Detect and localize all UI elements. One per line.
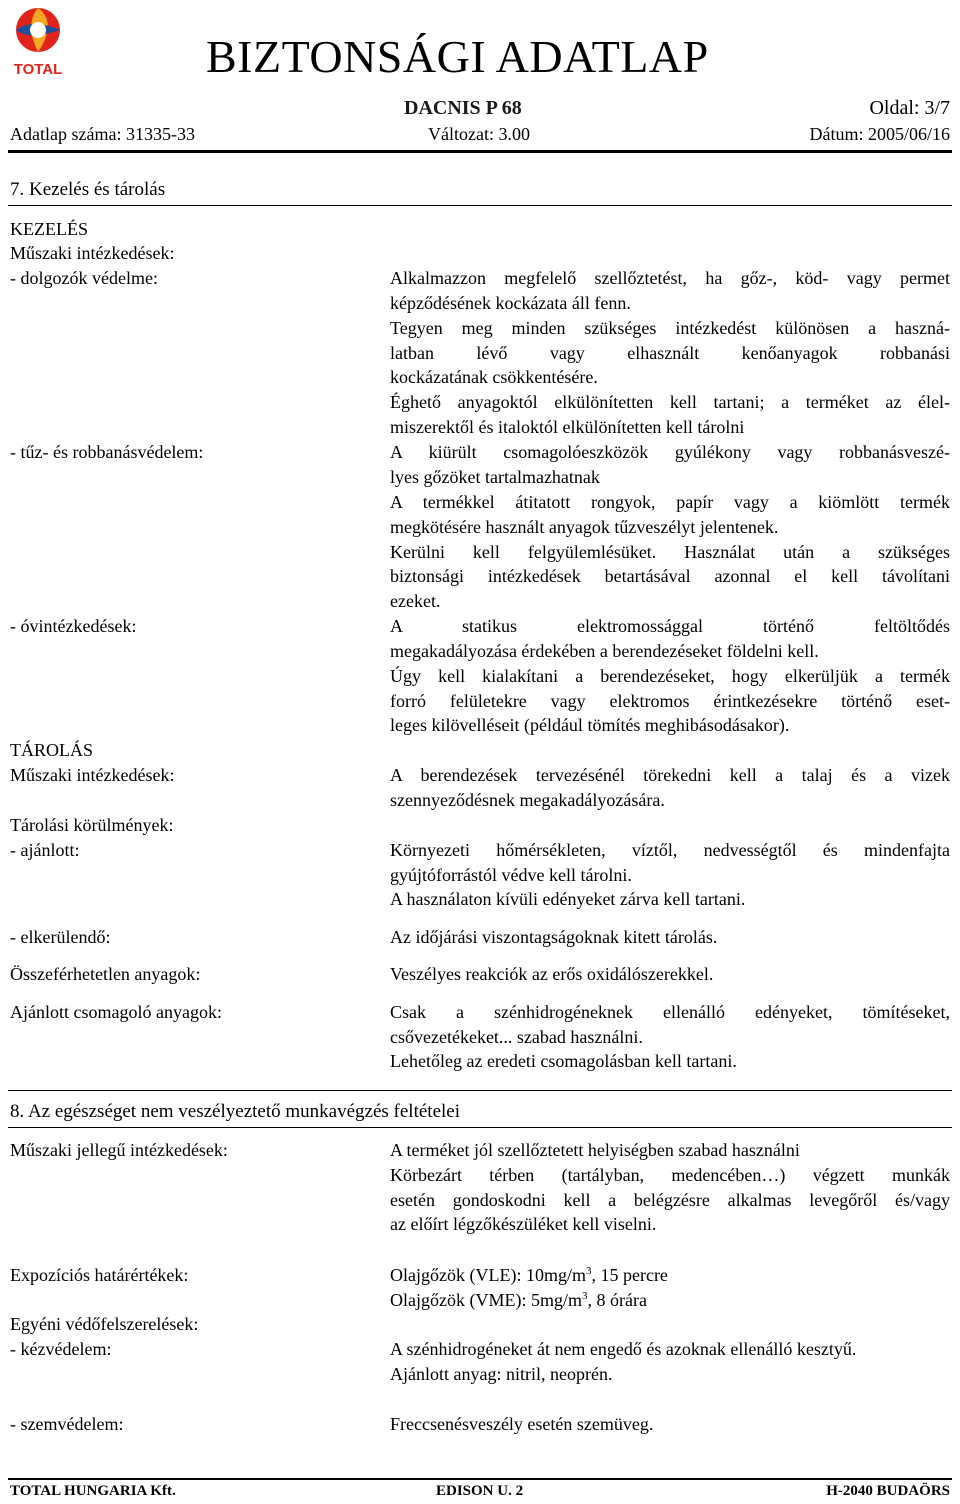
section-7-title: 7. Kezelés és tárolás <box>10 179 166 200</box>
fire-protection-label: - tűz- és robbanásvédelem: <box>10 442 204 462</box>
text-line: Alkalmazzon megfelelő szellőztetést, ha gőz-, köd- vagy permet <box>390 268 950 288</box>
section-7-rule <box>8 205 952 206</box>
avoid-text: Az időjárási viszontagságoknak kitett tárolás. <box>390 927 718 947</box>
eye-protection-label: - szemvédelem: <box>10 1414 124 1434</box>
text-line: Csak a szénhidrogéneknek ellenálló edényeket, tömítéseket, <box>390 1002 950 1022</box>
sheet-number: Adatlap száma: 31335-33 <box>10 124 195 144</box>
section-8-rule <box>8 1127 952 1128</box>
text-line: A termékkel átitatott rongyok, papír vagy a kiömlött termék <box>390 492 950 512</box>
text-line: szennyeződésnek megakadályozására. <box>390 790 665 810</box>
worker-protection-label: - dolgozók védelme: <box>10 268 158 288</box>
text-line: ezeket. <box>390 591 441 611</box>
text-line: Körbezárt térben (tartályban, medencében…) végzett munkák <box>390 1165 950 1185</box>
eye-protection-text: Freccsenésveszély esetén szemüveg. <box>390 1414 654 1434</box>
footer-city: H-2040 BUDAÖRS <box>826 1483 950 1499</box>
storage-technical-label: Műszaki intézkedések: <box>10 765 175 785</box>
text-line: képződésének kockázata áll fenn. <box>390 293 631 313</box>
text-line: Éghető anyagoktól elkülönítetten kell tartani; a terméket az élel- <box>390 392 950 412</box>
text-line: A használaton kívüli edényeket zárva kell tartani. <box>390 889 746 909</box>
ppe-label: Egyéni védőfelszerelések: <box>10 1314 199 1334</box>
incompatible-text: Veszélyes reakciók az erős oxidálószerekkel. <box>390 964 714 984</box>
text-line: biztonsági intézkedések betartásával azonnal el kell távolítani <box>390 566 950 586</box>
text-line: A statikus elektromossággal történő feltöltődés <box>390 616 950 636</box>
text-line: esetén gondoskodni kell a belégzésre alkalmas levegőről és/vagy <box>390 1190 950 1210</box>
exposure-vme: Olajgőzök (VME): $5mg/m^3$, 8 órára <box>390 1290 647 1310</box>
exposure-label: Expozíciós határértékek: <box>10 1265 189 1285</box>
footer-company: TOTAL HUNGARIA Kft. <box>10 1483 176 1499</box>
exposure-vle: Olajgőzök (VLE): $10mg/m^3$, 15 percre <box>390 1265 668 1285</box>
total-logo <box>8 2 68 78</box>
text-line: forró felületekre vagy elektromos érintkezésekre történő eset- <box>390 691 950 711</box>
technical-measures-label: Műszaki intézkedések: <box>10 243 175 263</box>
storage-heading: TÁROLÁS <box>10 740 94 760</box>
hand-protection-label: - kézvédelem: <box>10 1339 112 1359</box>
text-line: A szénhidrogéneket át nem engedő és azoknak ellenálló kesztyű. <box>390 1339 857 1359</box>
text-line: latban lévő vagy elhasznált kenőanyagok robbanási <box>390 343 950 363</box>
text-line: A terméket jól szellőztetett helyiségben szabad használni <box>390 1140 800 1160</box>
text-line: az előírt légzőkészüléket kell viselni. <box>390 1214 657 1234</box>
text-line: lyes gőzöket tartalmazhatnak <box>390 467 600 487</box>
text-line: A kiürült csomagolóeszközök gyúlékony vagy robbanásveszé- <box>390 442 950 462</box>
text-line: Úgy kell kialakítani a berendezéseket, hogy elkerüljük a termék <box>390 666 950 686</box>
section-8-title: 8. Az egészséget nem veszélyeztető munkavégzés feltételei <box>10 1101 460 1122</box>
date: Dátum: 2005/06/16 <box>809 124 950 144</box>
precautions-label: - óvintézkedések: <box>10 616 137 636</box>
text-line: gyújtóforrástól védve kell tárolni. <box>390 865 632 885</box>
recommended-label: - ajánlott: <box>10 840 80 860</box>
text-line: csővezetékeket... szabad használni. <box>390 1027 643 1047</box>
page-number: Oldal: 3/7 <box>869 97 950 119</box>
product-name: DACNIS P 68 <box>404 97 522 119</box>
engineering-label: Műszaki jellegű intézkedések: <box>10 1140 228 1160</box>
avoid-label: - elkerülendő: <box>10 927 111 947</box>
svg-text:TOTAL: TOTAL <box>13 61 63 78</box>
text-line: Tegyen meg minden szükséges intézkedést különösen a haszná- <box>390 318 950 338</box>
text-line: Kerülni kell felgyülemlésüket. Használat után a szükséges <box>390 542 950 562</box>
version: Változat: 3.00 <box>428 124 530 144</box>
storage-conditions-label: Tárolási körülmények: <box>10 815 174 835</box>
incompatible-label: Összeférhetetlen anyagok: <box>10 964 201 984</box>
text-line: Ajánlott anyag: nitril, neoprén. <box>390 1364 613 1384</box>
section-8-top-rule <box>8 1090 952 1091</box>
footer-street: EDISON U. 2 <box>436 1483 524 1499</box>
document-title: BIZTONSÁGI ADATLAP <box>206 31 709 82</box>
footer-rule <box>8 1478 952 1480</box>
text-line: Lehetőleg az eredeti csomagolásban kell tartani. <box>390 1051 737 1071</box>
text-line: megakadályozása érdekében a berendezéseket földelni kell. <box>390 641 819 661</box>
text-line: leges kilövelléseit (például tömítés meghibásodásakor). <box>390 715 790 735</box>
packaging-label: Ajánlott csomagoló anyagok: <box>10 1002 222 1022</box>
text-line: megkötésére használt anyagok tűzveszélyt jelentenek. <box>390 517 779 537</box>
text-line: miszerektől és italoktól elkülönítetten kell tárolni <box>390 417 745 437</box>
text-line: Környezeti hőmérsékleten, víztől, nedvességtől és mindenfajta <box>390 840 950 860</box>
handling-heading: KEZELÉS <box>10 219 88 239</box>
text-line: kockázatának csökkentésére. <box>390 367 598 387</box>
header-rule <box>8 150 952 153</box>
text-line: A berendezések tervezésénél törekedni kell a talaj és a vizek <box>390 765 950 785</box>
